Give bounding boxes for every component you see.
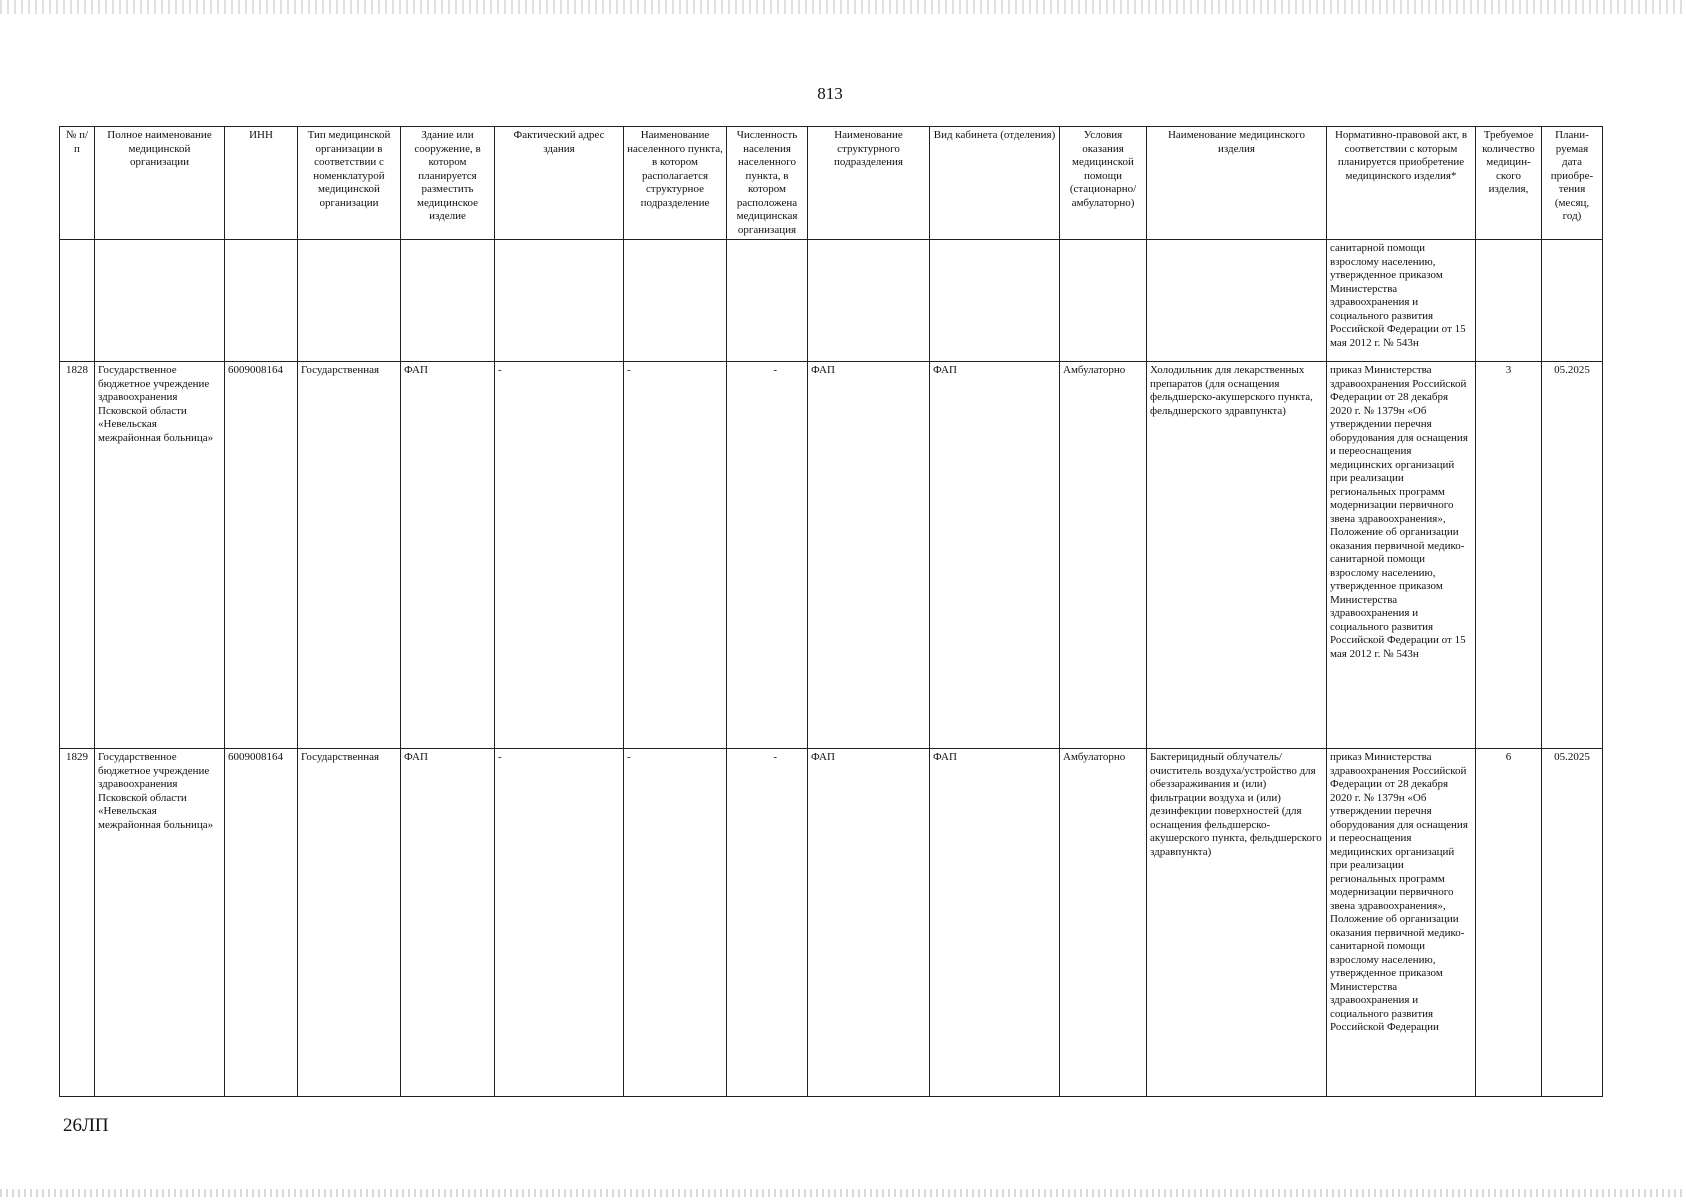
row-conditions: Амбулаторно bbox=[1060, 362, 1147, 749]
row-quantity: 6 bbox=[1476, 749, 1542, 1097]
row-act: приказ Министерства здравоохранения Российской Федерации от 28 декабря 2020 г. № 1379н «Об утверждении перечня оборудования для оснащения и переоснащения медицинских организаций при реализации региональных программ модернизации первичного звена здравоохранения», Положение об организации оказания первичной медико-санитарной помощи взрослому населению, утвержденное приказом Министерства здравоохранения и социального развития Российской Федерации bbox=[1327, 749, 1476, 1097]
row-inn: 6009008164 bbox=[225, 749, 298, 1097]
col-header-inn: ИНН bbox=[225, 127, 298, 240]
continuation-act-text: санитарной помощи взрослому населению, утвержденное приказом Министерства здравоохранения и социального развития Российской Федерации от 15 мая 2012 г. № 543н bbox=[1327, 240, 1476, 362]
col-header-device: Наименование медицинского изделия bbox=[1147, 127, 1327, 240]
row-conditions: Амбулаторно bbox=[1060, 749, 1147, 1097]
row-building: ФАП bbox=[401, 362, 495, 749]
col-header-conditions: Условия оказания медицинской помощи (стационарно/ амбулаторно) bbox=[1060, 127, 1147, 240]
table-header-row bbox=[60, 127, 1603, 240]
row-org: Государственное бюджетное учреждение здравоохранения Псковской области «Невельская межрайонная больница» bbox=[95, 749, 225, 1097]
row-num: 1828 bbox=[60, 362, 95, 749]
col-header-unit: Наименование структурного подразделения bbox=[808, 127, 930, 240]
document-code: 26ЛП bbox=[63, 1115, 109, 1136]
row-quantity: 3 bbox=[1476, 362, 1542, 749]
row-population: - bbox=[727, 749, 808, 1097]
page-number: 813 bbox=[817, 84, 843, 103]
row-type: Государственная bbox=[298, 749, 401, 1097]
table-row bbox=[60, 749, 1603, 1097]
row-unit: ФАП bbox=[808, 749, 930, 1097]
col-header-locality: Наименование населенного пункта, в котором располагается структурное подразделение bbox=[624, 127, 727, 240]
continuation-row bbox=[60, 240, 1603, 362]
equipment-table bbox=[59, 126, 1603, 1097]
row-locality: - bbox=[624, 362, 727, 749]
row-org: Государственное бюджетное учреждение здравоохранения Псковской области «Невельская межрайонная больница» bbox=[95, 362, 225, 749]
col-header-type: Тип медицинской организации в соответствии с номенклатурой медицинской организации bbox=[298, 127, 401, 240]
row-address: - bbox=[495, 749, 624, 1097]
row-office: ФАП bbox=[930, 362, 1060, 749]
row-office: ФАП bbox=[930, 749, 1060, 1097]
row-type: Государственная bbox=[298, 362, 401, 749]
row-locality: - bbox=[624, 749, 727, 1097]
col-header-address: Фактический адрес здания bbox=[495, 127, 624, 240]
row-date: 05.2025 bbox=[1542, 749, 1603, 1097]
row-act: приказ Министерства здравоохранения Российской Федерации от 28 декабря 2020 г. № 1379н «Об утверждении перечня оборудования для оснащения и переоснащения медицинских организаций при реализации региональных программ модернизации первичного звена здравоохранения», Положение об организации оказания первичной медико-санитарной помощи взрослому населению, утвержденное приказом Министерства здравоохранения и социального развития Российской Федерации от 15 мая 2012 г. № 543н bbox=[1327, 362, 1476, 749]
table-row bbox=[60, 362, 1603, 749]
col-header-num: № п/п bbox=[60, 127, 95, 240]
col-header-building: Здание или сооружение, в котором планируется разместить медицинское изделие bbox=[401, 127, 495, 240]
col-header-date: Плани-руемая дата приобре-тения (месяц, год) bbox=[1542, 127, 1603, 240]
col-header-population: Численность населения населенного пункта, в котором расположена медицинская организация bbox=[727, 127, 808, 240]
scan-edge-bottom bbox=[0, 1189, 1686, 1197]
row-date: 05.2025 bbox=[1542, 362, 1603, 749]
row-device: Бактерицидный облучатель/очиститель воздуха/устройство для обеззараживания и (или) фильтрации воздуха и (или) дезинфекции поверхностей (для оснащения фельдшерско-акушерского пункта, фельдшерского здравпункта) bbox=[1147, 749, 1327, 1097]
row-address: - bbox=[495, 362, 624, 749]
row-unit: ФАП bbox=[808, 362, 930, 749]
row-population: - bbox=[727, 362, 808, 749]
row-building: ФАП bbox=[401, 749, 495, 1097]
row-inn: 6009008164 bbox=[225, 362, 298, 749]
row-num: 1829 bbox=[60, 749, 95, 1097]
col-header-act: Нормативно-правовой акт, в соответствии с которым планируется приобретение медицинского изделия* bbox=[1327, 127, 1476, 240]
col-header-office: Вид кабинета (отделения) bbox=[930, 127, 1060, 240]
col-header-org: Полное наименование медицинской организации bbox=[95, 127, 225, 240]
row-device: Холодильник для лекарственных препаратов (для оснащения фельдшерско-акушерского пункта, фельдшерского здравпункта) bbox=[1147, 362, 1327, 749]
col-header-quantity: Требуемое количество медицин-ского изделия, bbox=[1476, 127, 1542, 240]
scan-edge-top bbox=[0, 0, 1686, 14]
